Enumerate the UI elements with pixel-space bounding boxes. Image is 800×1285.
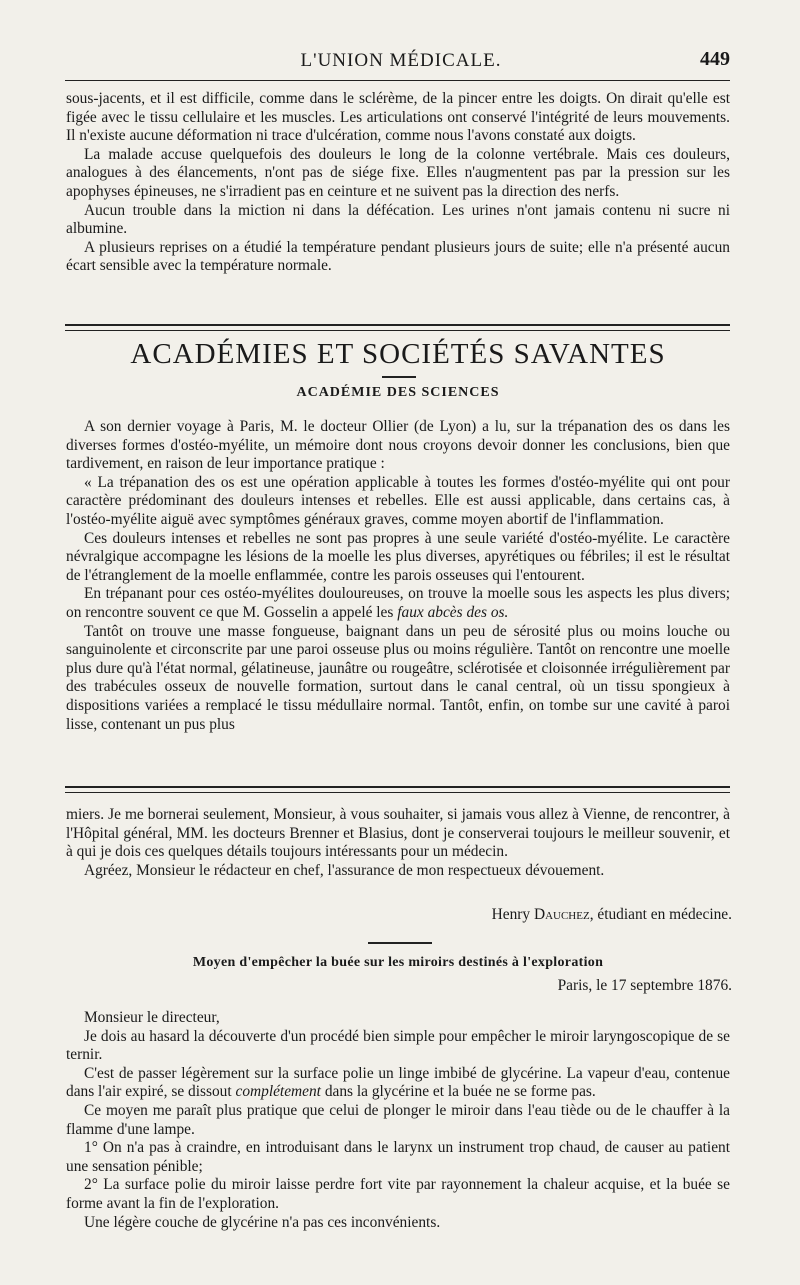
paragraph: Ces douleurs intenses et rebelles ne sont pas propres à une seule variété d'ostéo-myélite. Le caractère névralgique accompagne les lésions de la moelle les plus diverses, apyrétiques ou fébriles; il est le résultat de l'étranglement de la moelle enflammée, contre les parois osseuses qui l'entourent. (66, 529, 730, 584)
paragraph: Aucun trouble dans la miction ni dans la défécation. Les urines n'ont jamais contenu ni sucre ni albumine. (66, 201, 730, 238)
salutation: Monsieur le directeur, (84, 1009, 220, 1026)
paragraph: Agréez, Monsieur le rédacteur en chef, l'assurance de mon respectueux dévouement. (84, 861, 605, 879)
signature-last-name: Dauchez (533, 906, 590, 923)
signature (492, 906, 732, 924)
header-rule (65, 80, 730, 81)
section-divider-rule (65, 324, 730, 331)
case-report-continuation (66, 90, 730, 276)
running-title: L'UNION MÉDICALE. (300, 50, 502, 71)
signature-first-name: Henry (491, 906, 531, 923)
article-separator-rule (368, 942, 432, 944)
paragraph: 1° On n'a pas à craindre, en introduisant dans le larynx un instrument trop chaud, de causer au patient une sensation pénible; (66, 1139, 730, 1175)
paragraph-text: C'est de passer légèrement sur la surface polie un linge imbibé de glycérine. La vapeur d'eau, contenue dans l'air expiré, se dissout (66, 1064, 730, 1101)
paragraph: « La trépanation des os est une opération applicable à toutes les formes d'ostéo-myélite qui ont pour caractère prédominant des douleurs intenses et rebelles. Elle est aussi applicable, dans certains cas, à l'ostéo-myélite aiguë avec symptômes généraux graves, comme moyen abortif de l'inflammation. (66, 473, 730, 528)
dateline: Paris, le 17 septembre 1876. (557, 977, 732, 994)
paragraph: Tantôt on trouve une masse fongueuse, baignant dans un peu de sérosité plus ou moins louche ou sanguinolente et circonscrite par une paroi osseuse plus ou moins régulière. Tantôt on rencontre une moelle plus dure qu'à l'état normal, gélatineuse, jaunâtre ou rougeâtre, sclérotisée et cloisonnée irrégulièrement par des trabécules osseux de nouvelle formation, surtout dans le canal central, où un tissu spongieux à dispositions variées a remplacé le tissu médullaire normal. Tantôt, enfin, on tombe sur une cavité à paroi lisse, contenant un pus plus (66, 622, 730, 733)
page-header (72, 44, 730, 78)
letter-continuation (66, 806, 730, 880)
signature-role: , étudiant en médecine. (589, 906, 732, 923)
article-title: Moyen d'empêcher la buée sur les miroirs destinés à l'exploration (192, 955, 604, 970)
paragraph (66, 1065, 730, 1102)
italic-term: faux abcès des os. (397, 603, 509, 621)
paragraph-text: En trépanant pour ces ostéo-myélites douloureuses, on trouve la moelle sous les aspects les plus divers; on rencontre souvent ce que M. Gosselin a appelé les (66, 585, 730, 621)
paragraph: Une légère couche de glycérine n'a pas ces inconvénients. (84, 1213, 441, 1231)
paragraph: sous-jacents, et il est difficile, comme dans le sclérème, de la pincer entre les doigts. On dirait qu'elle est figée avec le tissu cellulaire et les muscles. Les articulations ont conservé l'intégrité de leurs mouvements. Il n'existe aucune déformation ni trace d'ulcération, comme nous l'avons constaté aux doigts. (66, 90, 730, 145)
paragraph: Je dois au hasard la découverte d'un procédé bien simple pour empêcher le miroir laryngoscopique de se ternir. (66, 1027, 730, 1064)
paragraph-text: dans la glycérine et la buée ne se forme pas. (324, 1083, 596, 1101)
italic-word: complétement (235, 1083, 321, 1101)
section-title: ACADÉMIES ET SOCIÉTÉS SAVANTES (130, 338, 666, 370)
glycerine-letter (66, 1009, 730, 1232)
paragraph: A plusieurs reprises on a étudié la température pendant plusieurs jours de suite; elle n'a présenté aucun écart sensible avec la température normale. (66, 238, 730, 275)
paragraph: Ce moyen me paraît plus pratique que celui de plonger le miroir dans l'eau tiède ou de le chauffer à la flamme d'une lampe. (66, 1101, 730, 1138)
column-break-rule (65, 786, 730, 793)
subsection-title: ACADÉMIE DES SCIENCES (296, 385, 500, 400)
paragraph: La malade accuse quelquefois des douleurs le long de la colonne vertébrale. Mais ces douleurs, analogues à des élancements, n'ont pas de siége fixe. Elles n'augmentent pas par la pression sur les apophyses épineuses, ne s'irradient pas en ceinture et ne suivent pas la direction des nerfs. (66, 145, 730, 200)
paragraph: A son dernier voyage à Paris, M. le docteur Ollier (de Lyon) a lu, sur la trépanation des os dans les diverses formes d'ostéo-myélite, un mémoire dont nous croyons devoir donner les conclusions, bien que tardivement, en raison de leur importance pratique : (66, 418, 730, 473)
paragraph: 2° La surface polie du miroir laisse perdre fort vite par rayonnement la chaleur acquise, et la buée se forme avant la fin de l'exploration. (66, 1176, 730, 1212)
paragraph (66, 585, 730, 622)
title-ornament-rule (382, 376, 416, 378)
academie-report (66, 418, 730, 734)
page-number: 449 (700, 48, 730, 70)
paragraph: miers. Je me bornerai seulement, Monsieur, à vous souhaiter, si jamais vous allez à Vienne, de rencontrer, à l'Hôpital général, MM. les docteurs Brenner et Blasius, dont je conserverai toujours le meilleur souvenir, et à qui je dois ces quelques détails toujours intéressants pour un médecin. (66, 806, 730, 861)
